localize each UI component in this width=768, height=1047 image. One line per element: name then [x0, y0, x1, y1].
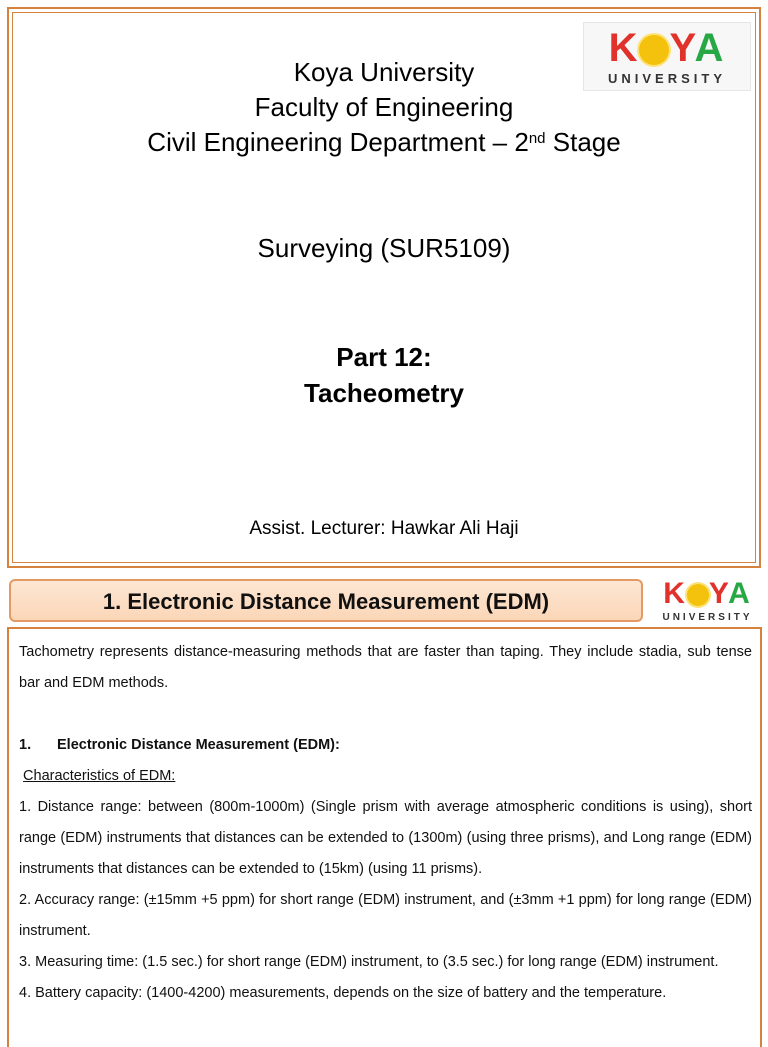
characteristic-item: 4. Battery capacity: (1400-4200) measurements, depends on the size of battery and the temperature.	[19, 985, 667, 1001]
course-title: Surveying (SUR5109)	[257, 233, 511, 263]
content-slide	[7, 627, 762, 1047]
lecturer-name: Assist. Lecturer: Hawkar Ali Haji	[249, 518, 519, 539]
section-heading: 1. Electronic Distance Measurement (EDM):	[19, 737, 340, 753]
section-header	[9, 579, 643, 622]
characteristics-label: Characteristics of EDM:	[23, 768, 176, 784]
university-name: Koya University	[293, 57, 475, 87]
faculty-name: Faculty of Engineering	[254, 92, 514, 122]
characteristic-item: 3. Measuring time: (1.5 sec.) for short range (EDM) instrument, to (3.5 sec.) for long range (EDM) instrument.	[19, 954, 719, 970]
characteristic-item: 1. Distance range: between (800m-1000m) (Single prism with average atmospheric conditions is using), short range (EDM) instruments that distances can be extended to (1300m) (using three prisms), and Long range (EDM) instruments that distances can be extended to (15km) (using 11 prisms).	[19, 799, 752, 877]
characteristic-item: 2. Accuracy range: (±15mm +5 ppm) for short range (EDM) instrument, and (±3mm +1 ppm) for long range (EDM) instrument.	[19, 892, 752, 939]
title-slide	[7, 7, 761, 568]
koya-university-logo-small: K YA UNIVERSITY	[653, 577, 762, 627]
sun-icon	[639, 35, 669, 65]
section-header-title: 1. Electronic Distance Measurement (EDM)	[102, 589, 550, 614]
koya-university-logo: K YA UNIVERSITY	[583, 22, 751, 91]
sun-icon	[687, 584, 709, 606]
intro-paragraph: Tachometry represents distance-measuring methods that are faster than taping. They include stadia, sub tense bar and EDM methods.	[19, 644, 752, 691]
part-title: Part 12: Tacheometry	[304, 342, 464, 408]
content-body	[19, 637, 752, 1009]
department-line: Civil Engineering Department – 2nd Stage	[147, 127, 621, 157]
